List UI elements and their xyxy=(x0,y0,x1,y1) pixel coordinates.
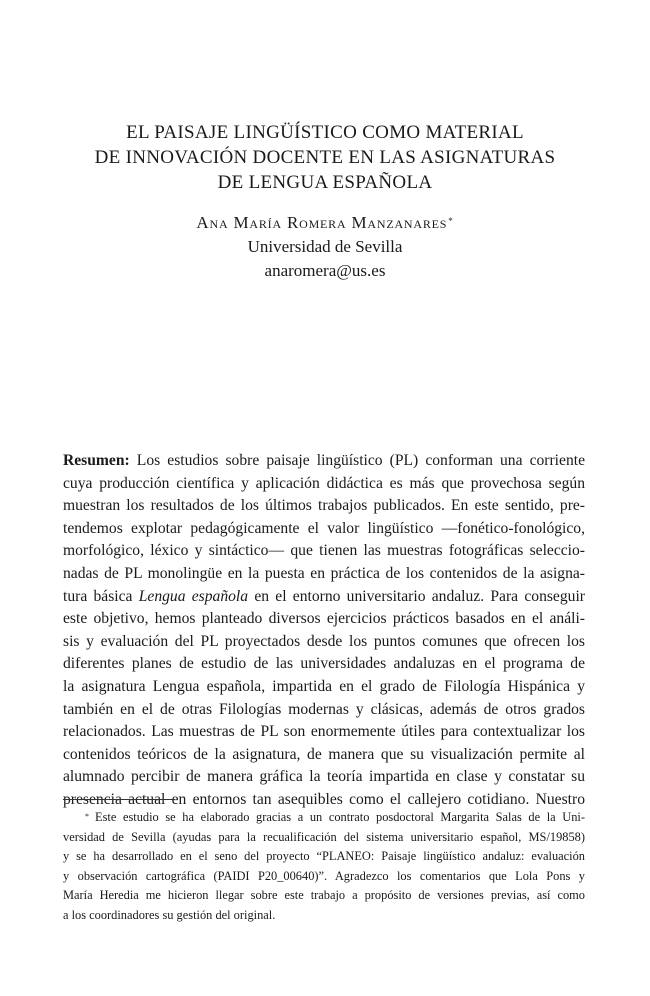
abstract-line: muestran los resultados de los últimos trabajos publicados. En este sentido, pre- xyxy=(63,497,585,515)
abstract-line xyxy=(63,450,585,473)
title-line-3: DE LENGUA ESPAÑOLA xyxy=(217,172,433,193)
author-name-line xyxy=(60,211,590,235)
abstract-line: cuya producción científica y aplicación didáctica es más que provechosa según xyxy=(63,474,585,492)
abstract-italic-title: Lengua española xyxy=(138,587,249,605)
abstract-line: presencia actual en entornos tan asequibles como el callejero cotidiano. Nuestro xyxy=(63,790,585,808)
abstract-line: tendemos explotar pedagógicamente el valor lingüístico —fonético-fonológico, xyxy=(63,519,585,537)
abstract-line: diferentes planes de estudio de las universidades andaluzas en el programa de xyxy=(63,655,585,673)
footnote xyxy=(63,808,585,925)
footnote-line: a los coordinadores su gestión del original. xyxy=(63,907,276,922)
abstract-line: morfológico, léxico y sintáctico— que tienen las muestras fotográficas seleccio- xyxy=(63,542,585,560)
abstract-line: nadas de PL monolingüe en la puesta en práctica de los contenidos de la asigna- xyxy=(63,564,585,582)
author-email: anaromera@us.es xyxy=(264,261,386,280)
footnote-line: y observación cartográfica (PAIDI P20_00640)”. Agradezco los comentarios que Lola Pons y xyxy=(63,868,585,883)
author-footnote-mark: * xyxy=(448,216,454,226)
footnote-line: María Heredia me hicieron llegar sobre este trabajo a propósito de versiones previas, así como xyxy=(63,888,585,902)
abstract xyxy=(63,450,585,812)
title-line-1: EL PAISAJE LINGÜÍSTICO COMO MATERIAL xyxy=(126,122,524,143)
author-name: Ana María Romera Manzanares xyxy=(196,213,448,232)
title-line-2: DE INNOVACIÓN DOCENTE EN LAS ASIGNATURAS xyxy=(94,147,556,168)
abstract-text: en el entorno universitario andaluz. Para conseguir xyxy=(248,587,585,605)
footnote-separator xyxy=(63,799,175,800)
article-title xyxy=(60,120,590,195)
footnote-text: Este estudio se ha elaborado gracias a un contrato posdoctoral Margarita Salas de la Uni- xyxy=(95,810,585,824)
abstract-text: Los estudios sobre paisaje lingüístico (PL) conforman una corriente xyxy=(129,452,585,469)
abstract-line: la asignatura Lengua española, impartida en el grado de Filología Hispánica y xyxy=(63,677,585,695)
author-block xyxy=(60,211,590,283)
footnote-line: versidad de Sevilla (ayudas para la recualificación del sistema universitario español, MS/19858) xyxy=(63,829,585,844)
abstract-line: sis y evaluación del PL proyectados desde los puntos comunes que ofrecen los xyxy=(63,632,585,650)
footnote-mark: * xyxy=(85,812,89,821)
abstract-line: este objetivo, hemos planteado diversos ejercicios prácticos basados en el análi- xyxy=(63,610,585,628)
abstract-line: relacionados. Las muestras de PL son enormemente útiles para contextualizar los xyxy=(63,723,585,741)
abstract-line: contenidos teóricos de la asignatura, de manera que su visualización permite al xyxy=(63,745,585,763)
abstract-line xyxy=(63,586,585,609)
abstract-label: Resumen: xyxy=(63,452,130,469)
abstract-text: tura básica xyxy=(63,587,139,605)
footnote-line xyxy=(63,808,585,828)
author-affiliation: Universidad de Sevilla xyxy=(247,237,403,256)
abstract-line: también en el de otras Filologías modernas y clásicas, además de otros grados xyxy=(63,700,585,718)
abstract-line: alumnado percibir de manera gráfica la teoría impartida en clase y constatar su xyxy=(63,768,585,786)
footnote-line: y se ha desarrollado en el seno del proyecto “PLANEO: Paisaje lingüístico andaluz: evaluación xyxy=(63,849,585,863)
